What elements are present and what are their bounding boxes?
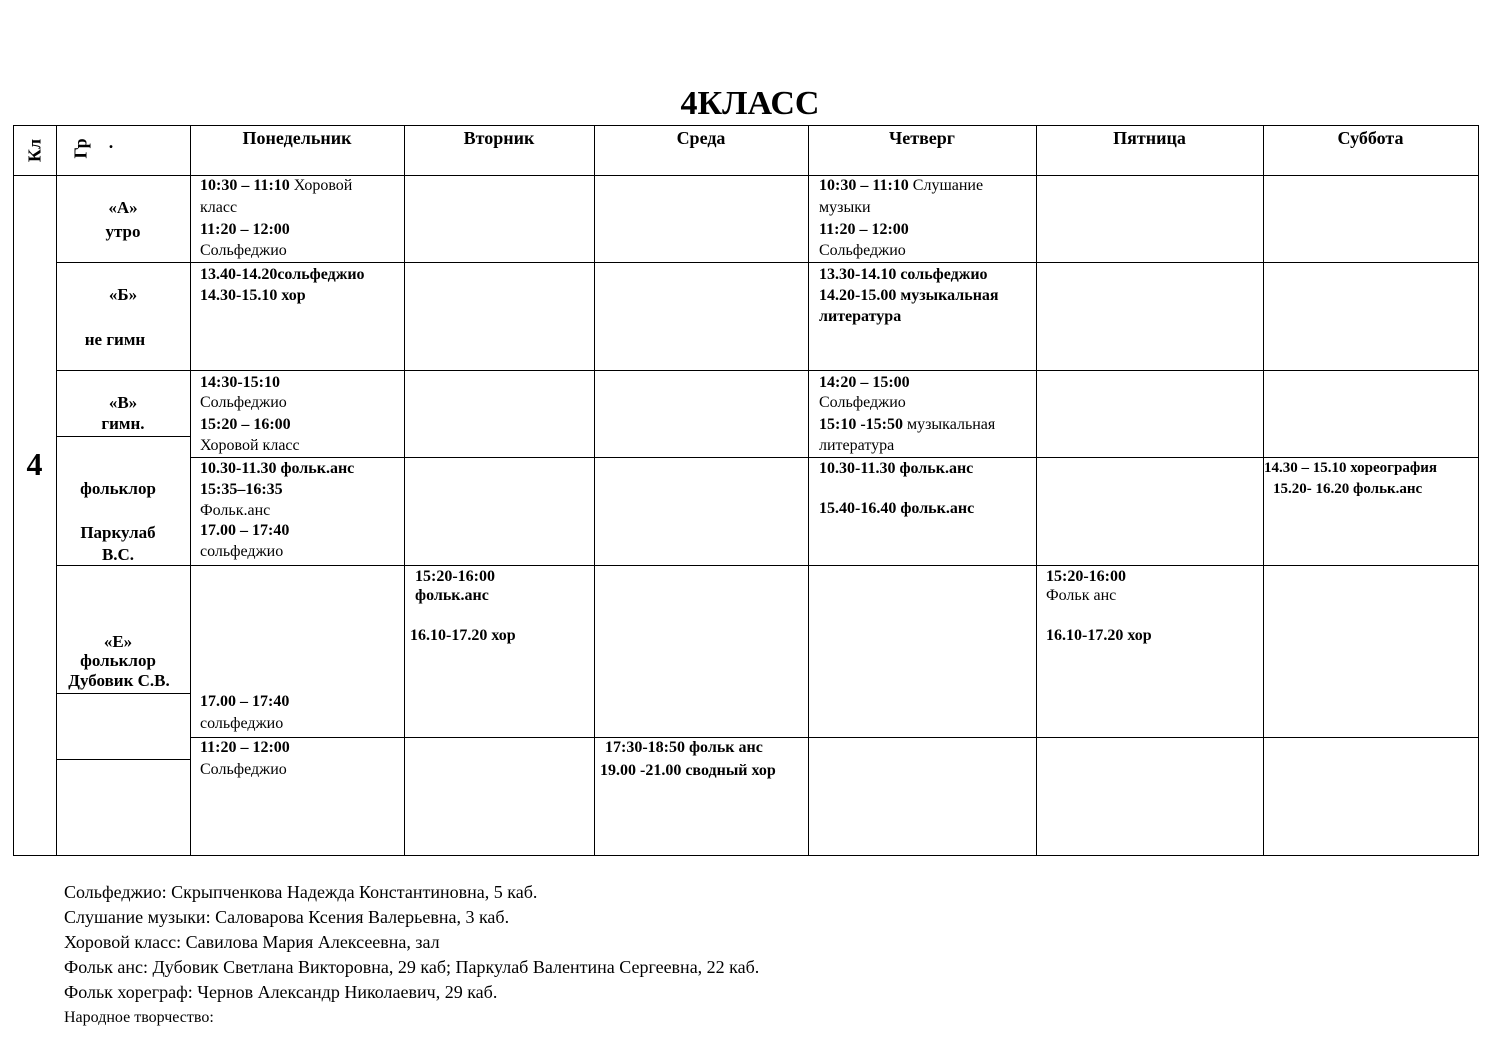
a-thu-line2: музыки xyxy=(819,199,871,216)
group-a-sub: утро xyxy=(105,222,141,241)
group-a-name: «А» xyxy=(108,198,138,217)
legend-line: Хоровой класс: Савилова Мария Алексеевна, зал xyxy=(64,932,440,952)
a-mon-line1: 10:30 – 11:10 Хоровой xyxy=(200,177,353,194)
group-b-name: «Б» xyxy=(108,285,138,304)
e-tue-line1: 15:20-16:00 xyxy=(415,568,495,585)
last-mon-line1: 11:20 – 12:00 xyxy=(200,739,290,756)
teachers-legend xyxy=(64,880,759,1030)
v-thu-line1: 14:20 – 15:00 xyxy=(819,374,910,391)
b-thu-line1: 13.30-14.10 сольфеджио xyxy=(819,266,988,283)
group-b-sub: не гимн xyxy=(84,330,146,349)
legend-line: Фольк анс: Дубовик Светлана Викторовна, 29 каб; Паркулаб Валентина Сергеевна, 22 каб. xyxy=(64,957,760,977)
v-mon-line2: Сольфеджио xyxy=(200,394,287,411)
group-folk-teacher-initials: В.С. xyxy=(101,545,135,564)
group-v-name: «В» xyxy=(108,393,138,412)
a-thu-line3: 11:20 – 12:00 xyxy=(819,221,909,238)
class-number: 4 xyxy=(26,446,43,482)
a-mon-line4: Сольфеджио xyxy=(200,242,287,259)
last-wed-line1: 17:30-18:50 фольк анс xyxy=(605,739,763,756)
header-friday: Пятница xyxy=(1113,128,1186,148)
group-e-name: «Е» xyxy=(103,632,133,651)
a-thu-line4: Сольфеджио xyxy=(819,242,906,259)
group-e-teacher: Дубовик С.В. xyxy=(68,671,170,690)
folk-mon-line4: 17.00 – 17:40 xyxy=(200,522,290,539)
a-thu-line1: 10:30 – 11:10 Слушание xyxy=(819,177,984,194)
legend-line-last: Народное творчество: xyxy=(64,1009,214,1026)
group-e-sub: фольклор xyxy=(80,651,156,670)
v-thu-line3: 15:10 -15:50 музыкальная xyxy=(819,416,996,433)
b-thu-line3: литература xyxy=(819,308,902,325)
header-monday: Понедельник xyxy=(242,128,352,148)
header-saturday: Суббота xyxy=(1337,128,1404,148)
page-title: 4КЛАСС xyxy=(680,85,820,122)
e-mon-line2: сольфеджио xyxy=(200,715,284,732)
header-group-label: Гр xyxy=(70,138,91,159)
folk-mon-line5: сольфеджио xyxy=(200,543,284,560)
header-thursday: Четверг xyxy=(889,128,955,148)
last-mon-line2: Сольфеджио xyxy=(200,761,287,778)
b-thu-line2: 14.20-15.00 музыкальная xyxy=(819,287,999,304)
last-wed-line2: 19.00 -21.00 сводный хор xyxy=(600,762,776,779)
header-dot: . xyxy=(108,132,114,152)
folk-sat-line2: 15.20- 16.20 фольк.анс xyxy=(1273,481,1423,497)
legend-line: Слушание музыки: Саловарова Ксения Валерьевна, 3 каб. xyxy=(64,907,510,927)
folk-mon-line1: 10.30-11.30 фольк.анс xyxy=(200,460,355,477)
e-tue-line2: фольк.анс xyxy=(415,587,489,604)
e-mon-line1: 17.00 – 17:40 xyxy=(200,693,290,710)
header-wednesday: Среда xyxy=(676,128,726,148)
a-mon-line2: класс xyxy=(200,199,238,216)
b-mon-line2: 14.30-15.10 хор xyxy=(200,287,306,304)
e-fri-line3: 16.10-17.20 хор xyxy=(1046,627,1152,644)
v-mon-line3: 15:20 – 16:00 xyxy=(200,416,291,433)
v-thu-line4: литература xyxy=(819,437,895,454)
v-mon-line1: 14:30-15:10 xyxy=(200,374,280,391)
b-mon-line1: 13.40-14.20сольфеджио xyxy=(200,266,365,283)
legend-line: Сольфеджио: Скрыпченкова Надежда Константиновна, 5 каб. xyxy=(64,882,538,902)
folk-thu-line1: 10.30-11.30 фольк.анс xyxy=(819,460,974,477)
e-fri-line1: 15:20-16:00 xyxy=(1046,568,1126,585)
group-folk-name: фольклор xyxy=(80,479,156,498)
group-v-sub: гимн. xyxy=(101,414,145,433)
folk-mon-line2: 15:35–16:35 xyxy=(200,481,283,498)
a-mon-line3: 11:20 – 12:00 xyxy=(200,221,290,238)
group-folk-teacher: Паркулаб xyxy=(80,523,156,542)
e-tue-line3: 16.10-17.20 хор xyxy=(410,627,516,644)
folk-thu-line2: 15.40-16.40 фольк.анс xyxy=(819,500,975,517)
folk-mon-line3: Фольк.анс xyxy=(200,502,271,519)
header-class-label: Кл xyxy=(24,138,45,163)
v-thu-line2: Сольфеджио xyxy=(819,394,906,411)
legend-line: Фольк хореграф: Чернов Александр Николаевич, 29 каб. xyxy=(64,982,498,1002)
v-mon-line4: Хоровой класс xyxy=(200,437,300,454)
folk-sat-line1: 14.30 – 15.10 хореография xyxy=(1264,460,1437,476)
header-tuesday: Вторник xyxy=(463,128,535,148)
e-fri-line2: Фольк анс xyxy=(1046,587,1117,604)
